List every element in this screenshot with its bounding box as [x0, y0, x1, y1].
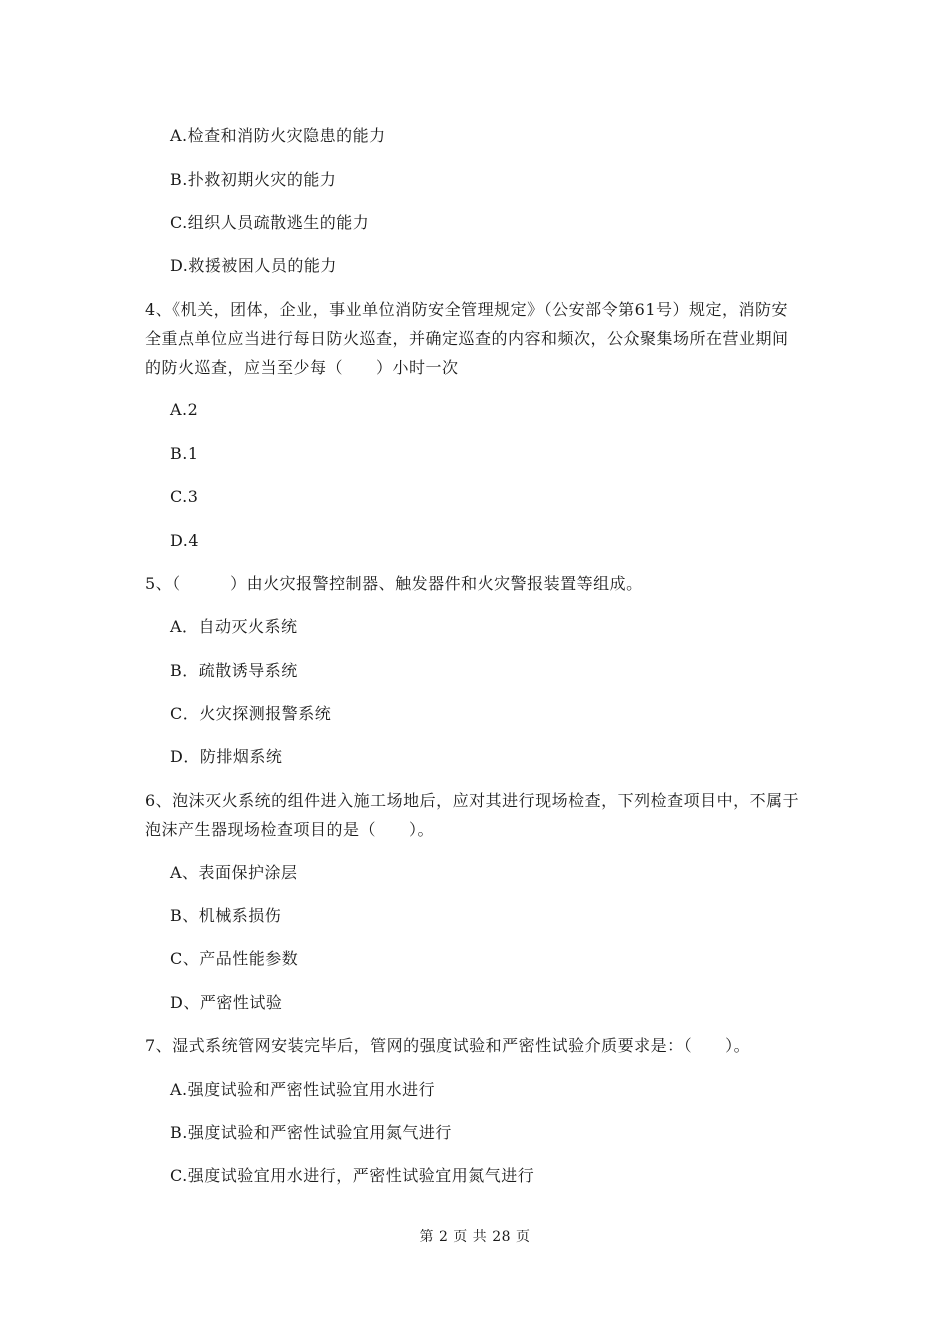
q4-option-a: A.2: [170, 400, 199, 419]
q6-text-line-1: 6、泡沫灭火系统的组件进入施工场地后，应对其进行现场检查，下列检查项目中，不属于: [145, 791, 800, 810]
q4-option-c: C.3: [170, 487, 199, 506]
q6-option-c: C、产品性能参数: [170, 949, 299, 968]
q3-option-b: B.扑救初期火灾的能力: [170, 170, 337, 189]
q4-text-line-3: 的防火巡查，应当至少每（ ）小时一次: [145, 358, 459, 377]
q4-option-d: D.4: [170, 531, 200, 550]
q6-option-b: B、机械系损伤: [170, 906, 282, 925]
q4-text-line-2: 全重点单位应当进行每日防火巡查，并确定巡查的内容和频次，公众聚集场所在营业期间: [145, 329, 789, 348]
q7-option-a: A.强度试验和严密性试验宜用水进行: [170, 1080, 436, 1099]
q6-option-d: D、严密性试验: [170, 993, 283, 1012]
q5-option-c: C．火灾探测报警系统: [170, 704, 332, 723]
q3-option-a: A.检查和消防火灾隐患的能力: [170, 126, 386, 145]
q4-text-line-1: 4、《机关，团体，企业，事业单位消防安全管理规定》（公安部令第61号）规定，消防安: [145, 300, 789, 319]
q5-option-b: B．疏散诱导系统: [170, 661, 298, 680]
q4-option-b: B.1: [170, 444, 199, 463]
q7-text-line-1: 7、湿式系统管网安装完毕后，管网的强度试验和严密性试验介质要求是：（ ）。: [145, 1036, 751, 1055]
q5-option-a: A．自动灭火系统: [170, 617, 298, 636]
page-number-footer: 第 2 页 共 28 页: [419, 1229, 531, 1245]
q7-option-c: C.强度试验宜用水进行，严密性试验宜用氮气进行: [170, 1166, 535, 1185]
q7-option-b: B.强度试验和严密性试验宜用氮气进行: [170, 1123, 452, 1142]
q3-option-d: D.救援被困人员的能力: [170, 256, 337, 275]
q5-text-line-1: 5、（ ）由火灾报警控制器、触发器件和火灾警报装置等组成。: [145, 574, 643, 593]
q6-text-line-2: 泡沫产生器现场检查项目的是（ ）。: [145, 820, 435, 839]
q5-option-d: D．防排烟系统: [170, 747, 283, 766]
q3-option-c: C.组织人员疏散逃生的能力: [170, 213, 370, 232]
q6-option-a: A、表面保护涂层: [170, 863, 298, 882]
